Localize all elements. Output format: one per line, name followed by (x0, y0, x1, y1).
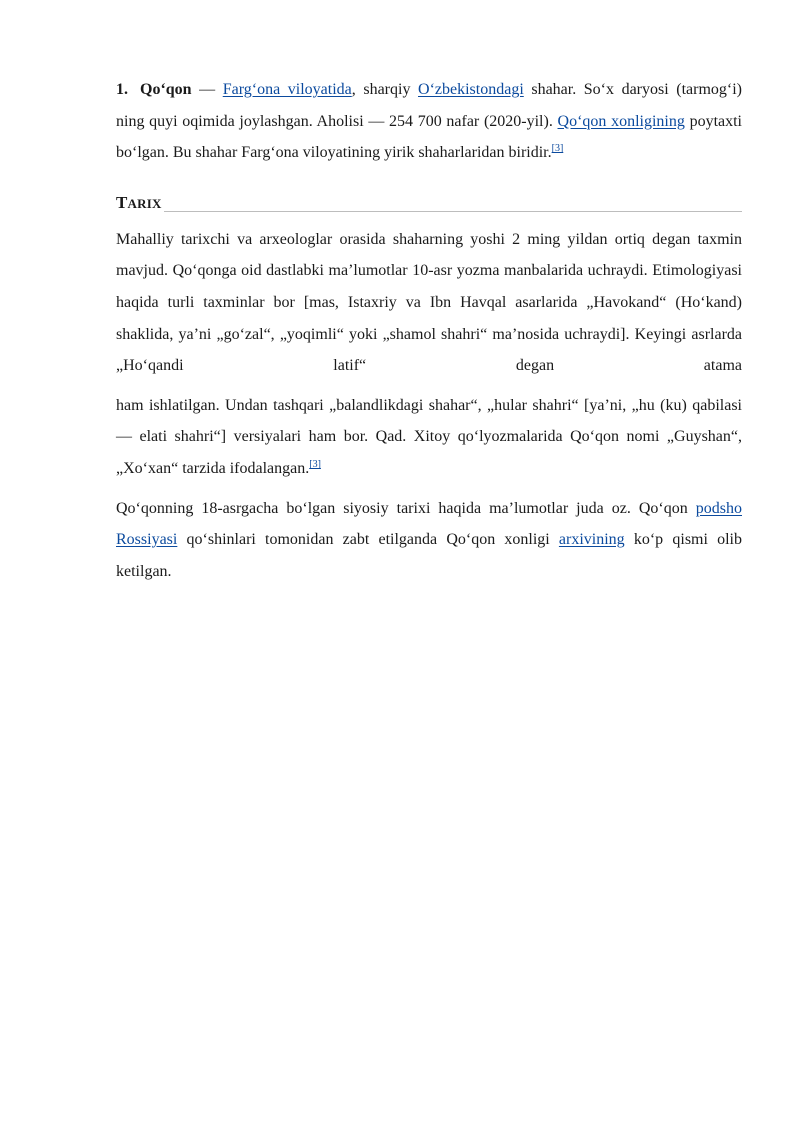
paragraph-text: qo‘shinlari tomonidan zabt etilganda Qo‘qon xonligi (177, 531, 559, 549)
fargona-viloyati-link[interactable]: Farg‘ona viloyatida (222, 81, 352, 98)
intro-paragraph (116, 74, 742, 169)
heading-initial: T (116, 192, 128, 212)
document-body (116, 74, 742, 587)
citation-link[interactable]: [3] (551, 143, 564, 155)
tarix-paragraph-1: Mahalliy tarixchi va arxeologlar orasida shaharning yoshi 2 ming yildan ortiq degan taxmin mavjud. Qo‘qonga oid dastlabki ma’lumotlar 10-asr yozma manbalarida uchraydi. Etimologiyasi haqida turli taxminlar bor [mas, Istaxriy va Ibn Havqal asarlarida „Havokand“ (Ho‘kand) shaklida, ya’ni „go‘zal“, „yoqimli“ yoki „shamol shahri“ ma’nosida uchraydi]. Keyingi asrlarda „Ho‘qandi latif“ degan atama (116, 230, 742, 375)
section-divider (164, 211, 742, 212)
article-title: Qo‘qon (140, 81, 192, 98)
heading-smallcaps: ARIX (127, 195, 162, 211)
intro-text: poytaxti bo‘lgan. Bu shahar Farg‘ona viloyatining yirik shaharlaridan biridir. (116, 112, 743, 162)
paragraph-text: Qo‘qonning 18-asrgacha bo‘lgan siyosiy tarixi haqida ma’lumotlar juda oz. Qo‘qon (116, 499, 696, 517)
intro-text: shahar. So‘x daryosi (tarmog‘i) ning quyi oqimida joylashgan. Aholisi — 254 700 nafar (2020-yil). (116, 81, 743, 130)
section-header (116, 186, 742, 214)
section-heading (116, 193, 162, 214)
citation-ref (309, 459, 321, 470)
podsho-rossiyasi-link[interactable]: podsho Rossiyasi (116, 499, 742, 549)
arxiv-link[interactable]: arxivining (558, 531, 625, 549)
intro-text: , sharqiy (351, 81, 419, 98)
ozbekiston-link[interactable]: O‘zbekistondagi (418, 81, 524, 98)
qoqon-xonligi-link[interactable]: Qo‘qon xonligining (557, 112, 685, 130)
paragraph-text: ham ishlatilgan. Undan tashqari „balandlikdagi shahar“, „hular shahri“ [ya’ni, „hu (ku) qabilasi — elati shahri“] versiyalari ham bor. Qad. Xitoy qo‘lyozmalarida Qo‘qon nomi „Guyshan“, „Xo‘xan“ tarzida ifodalangan. (116, 396, 742, 477)
list-number: 1. (116, 81, 128, 98)
citation-link[interactable]: [3] (309, 458, 321, 470)
tarix-paragraph-2 (116, 390, 742, 485)
citation-ref (552, 143, 564, 154)
paragraph-text: ko‘p qismi olib ketilgan. (116, 531, 743, 580)
tarix-paragraph-3 (116, 493, 742, 588)
intro-text: — (191, 81, 223, 98)
